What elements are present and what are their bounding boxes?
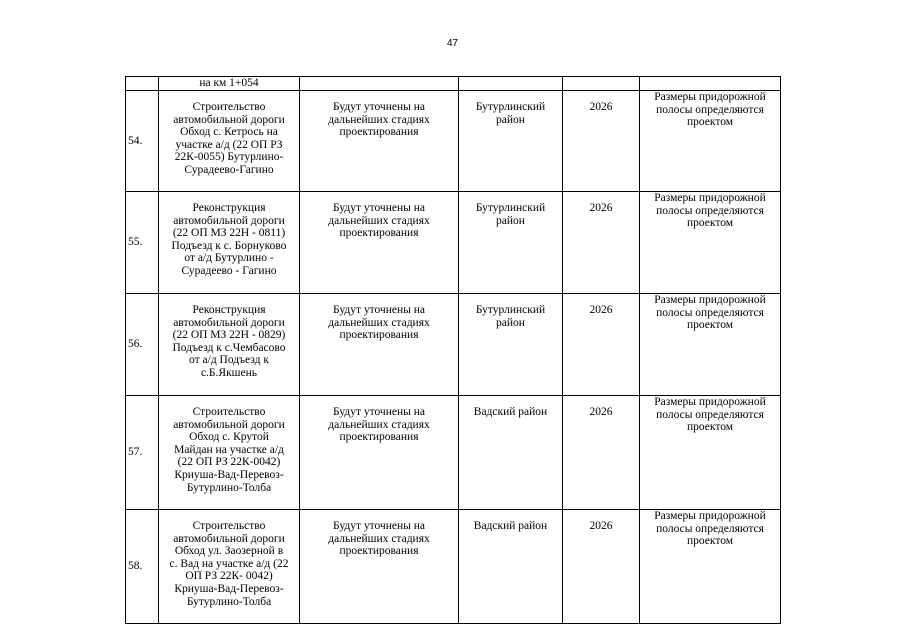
cell-params-line: Будут уточнены на	[333, 304, 425, 316]
cell-params-line: проектирования	[339, 545, 419, 558]
cell-object-line: от а/д Бутурлино -	[184, 252, 274, 265]
cell-params-line: проектирования	[339, 431, 419, 444]
cell-location	[459, 396, 563, 510]
cell-params-line: дальнейших стадиях	[328, 418, 430, 431]
cell-params	[300, 294, 459, 396]
cell-object-line: автомобильной дороги	[173, 316, 285, 329]
cell-object-line: Криуша-Вад-Перевоз-	[174, 468, 284, 481]
cell-params-line: проектирования	[339, 227, 419, 240]
cell-object-line: Реконструкция	[192, 304, 266, 316]
cell-params-line: Будут уточнены на	[333, 520, 425, 532]
cell-note-line: Размеры придорожной	[654, 192, 766, 204]
cell-object-line: Реконструкция	[192, 202, 266, 214]
cell-year: 2026	[563, 396, 640, 510]
cell-note-line: полосы определяются	[656, 522, 764, 535]
cell-object	[159, 510, 300, 624]
cell-params	[300, 510, 459, 624]
cell-params-line: Будут уточнены на	[333, 101, 425, 113]
cell-params	[300, 91, 459, 192]
cell-location	[459, 294, 563, 396]
cell-params-line: дальнейших стадиях	[328, 532, 430, 545]
cell-num: 57.	[126, 396, 159, 510]
cell-object-line: Строительство	[192, 406, 266, 418]
table-row	[126, 91, 781, 192]
cell-year	[563, 77, 640, 91]
cell-object-line: Сурадеево - Гагино	[181, 264, 277, 277]
cell-params-line: Будут уточнены на	[333, 406, 425, 418]
cell-object-line: Майдан на участке а/д	[174, 443, 284, 456]
cell-num: 56.	[126, 294, 159, 396]
cell-params	[300, 192, 459, 294]
cell-note	[640, 192, 781, 294]
cell-object-line: (22 ОП РЗ 22К-0042)	[177, 456, 281, 469]
cell-object	[159, 192, 300, 294]
cell-object: на км 1+054	[159, 77, 300, 91]
cell-object	[159, 91, 300, 192]
cell-note-line: Размеры придорожной	[654, 510, 766, 522]
cell-location-line: район	[496, 214, 525, 227]
cell-num	[126, 77, 159, 91]
cell-object-line: с.Б.Якшень	[200, 366, 258, 379]
cell-location-line: район	[496, 113, 525, 126]
cell-note-line: проектом	[686, 421, 734, 434]
cell-object-line: ОП РЗ 22К- 0042)	[185, 570, 273, 583]
cell-params-line: Будут уточнены на	[333, 202, 425, 214]
cell-object-line: Обход с. Крутой	[189, 431, 269, 444]
cell-note-line: полосы определяются	[656, 408, 764, 421]
cell-year: 2026	[563, 192, 640, 294]
cell-object-line: Криуша-Вад-Перевоз-	[174, 582, 284, 595]
cell-location-line: Бутурлинский	[475, 304, 546, 316]
cell-note	[640, 77, 781, 91]
cell-note-line: Размеры придорожной	[654, 91, 766, 103]
table-row	[126, 192, 781, 294]
cell-params-line: дальнейших стадиях	[328, 316, 430, 329]
cell-num: 54.	[126, 91, 159, 192]
cell-object-line: (22 ОП МЗ 22Н - 0811)	[172, 227, 286, 240]
cell-num: 55.	[126, 192, 159, 294]
cell-location-line: Бутурлинский	[475, 202, 546, 214]
cell-note-line: проектом	[686, 116, 734, 129]
cell-object-line: Бутурлино-Толба	[186, 481, 272, 494]
table-row	[126, 396, 781, 510]
cell-note	[640, 294, 781, 396]
projects-table	[125, 76, 781, 624]
cell-location	[459, 192, 563, 294]
cell-object	[159, 396, 300, 510]
cell-location-line: Бутурлинский	[475, 101, 546, 113]
table-row-continuation	[126, 77, 781, 91]
cell-location-line: район	[496, 316, 525, 329]
cell-note	[640, 510, 781, 624]
cell-object-line: Строительство	[192, 101, 266, 113]
cell-location	[459, 91, 563, 192]
table-row	[126, 294, 781, 396]
cell-location-line: Вадский район	[473, 406, 548, 418]
cell-object-line: автомобильной дороги	[173, 214, 285, 227]
cell-num: 58.	[126, 510, 159, 624]
cell-object-line: Сурадеево-Гагино	[184, 163, 274, 176]
cell-location	[459, 77, 563, 91]
cell-object-line: Обход ул. Заозерной в	[174, 545, 284, 558]
cell-object-line: автомобильной дороги	[173, 532, 285, 545]
cell-params-line: проектирования	[339, 329, 419, 342]
cell-object-line: с. Вад на участке а/д (22	[169, 557, 289, 570]
table-body	[126, 77, 781, 624]
cell-note	[640, 91, 781, 192]
cell-object-line: автомобильной дороги	[173, 113, 285, 126]
cell-note	[640, 396, 781, 510]
cell-object-line: Обход с. Кетрось на	[180, 126, 278, 139]
cell-object-line: автомобильной дороги	[173, 418, 285, 431]
cell-params-line: дальнейших стадиях	[328, 214, 430, 227]
cell-params-line: проектирования	[339, 126, 419, 139]
cell-year: 2026	[563, 294, 640, 396]
cell-location	[459, 510, 563, 624]
cell-object-line: участке а/д (22 ОП РЗ	[175, 138, 283, 151]
cell-year: 2026	[563, 91, 640, 192]
cell-year: 2026	[563, 510, 640, 624]
cell-note-line: полосы определяются	[656, 204, 764, 217]
cell-object-line: (22 ОП МЗ 22Н - 0829)	[172, 329, 286, 342]
cell-note-line: полосы определяются	[656, 306, 764, 319]
cell-note-line: проектом	[686, 535, 734, 548]
cell-object-line: Строительство	[192, 520, 266, 532]
cell-note-line: проектом	[686, 319, 734, 332]
cell-location-line: Вадский район	[473, 520, 548, 532]
cell-note-line: Размеры придорожной	[654, 294, 766, 306]
table-row	[126, 510, 781, 624]
cell-params-line: дальнейших стадиях	[328, 113, 430, 126]
cell-note-line: Размеры придорожной	[654, 396, 766, 408]
cell-note-line: проектом	[686, 217, 734, 230]
cell-object-line: Подъезд к с.Чембасово	[172, 341, 286, 354]
page-number: 47	[446, 38, 459, 49]
cell-params	[300, 396, 459, 510]
cell-object	[159, 294, 300, 396]
cell-params	[300, 77, 459, 91]
cell-object-line: Бутурлино-Толба	[186, 595, 272, 608]
cell-note-line: полосы определяются	[656, 103, 764, 116]
cell-object-line: Подъезд к с. Борнуково	[171, 239, 287, 252]
cell-object-line: 22К-0055) Бутурлино-	[174, 151, 284, 164]
cell-object-line: от а/д Подъезд к	[189, 354, 269, 367]
